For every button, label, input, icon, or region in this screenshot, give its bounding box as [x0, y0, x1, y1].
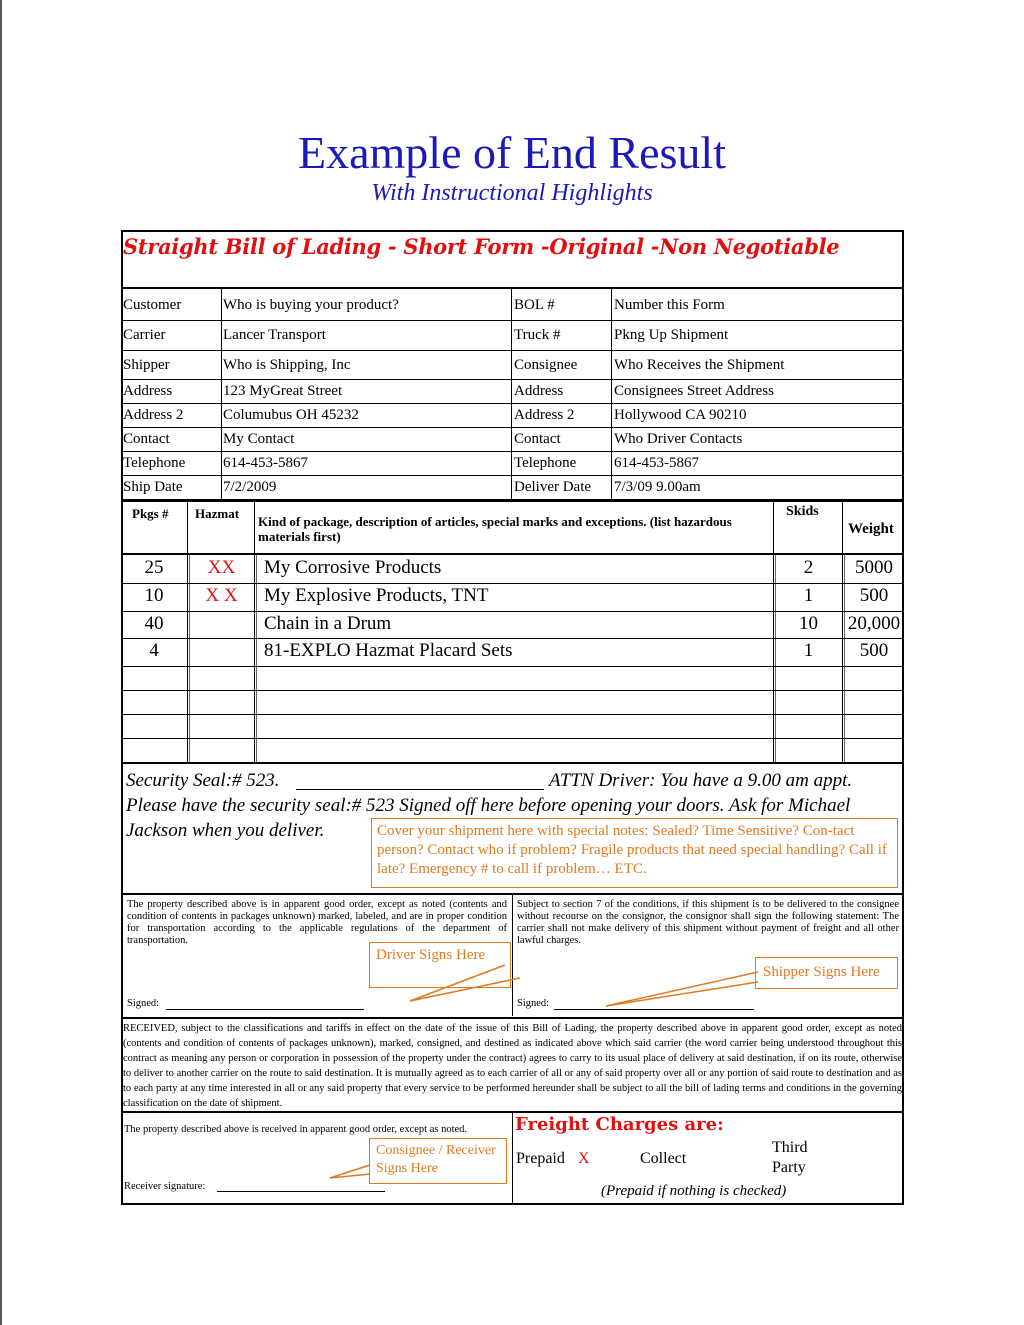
cell-pkgs: 25 — [144, 557, 164, 578]
divider — [121, 427, 904, 428]
freight-third-party-cont: Party — [772, 1159, 806, 1176]
cell-hazmat: XX — [207, 557, 236, 578]
cell-weight: 500 — [859, 640, 889, 661]
receiver-signs-callout: Consignee / Receiver Signs Here — [369, 1138, 507, 1184]
info-value[interactable]: Columubus OH 45232 — [223, 407, 359, 423]
info-label: Address — [123, 383, 173, 399]
callout-pointers — [120, 890, 904, 1020]
cell-description: 81-EXPLO Hazmat Placard Sets — [264, 640, 513, 661]
divider — [121, 350, 904, 351]
info-label: Shipper — [123, 356, 170, 373]
info-label: BOL # — [514, 297, 555, 313]
info-value[interactable]: Who Receives the Shipment — [614, 356, 785, 373]
prepaid-check-mark: X — [578, 1150, 590, 1167]
freight-collect[interactable]: Collect — [640, 1150, 687, 1167]
info-label: Telephone — [514, 455, 577, 471]
seal-line — [296, 789, 544, 790]
divider — [511, 289, 512, 499]
divider — [121, 500, 904, 502]
page-title: Example of End Result — [298, 127, 726, 178]
divider — [256, 555, 257, 762]
security-seal: Security Seal:# 523. — [126, 770, 280, 791]
info-label: Carrier — [123, 327, 166, 343]
divider — [121, 475, 904, 476]
info-value[interactable]: 614-453-5867 — [223, 455, 308, 471]
divider — [121, 714, 904, 715]
info-value[interactable]: Pkng Up Shipment — [614, 327, 729, 343]
special-instructions: Please have the security seal:# 523 Signed off here before opening your doors. Ask for Michael — [126, 795, 851, 816]
shipper-signs-callout: Shipper Signs Here — [755, 957, 898, 989]
info-value[interactable]: 123 MyGreat Street — [223, 383, 343, 399]
info-label: Consignee — [514, 356, 578, 373]
divider — [121, 738, 904, 739]
info-value[interactable]: Who is Shipping, Inc — [223, 356, 351, 373]
divider — [221, 289, 222, 499]
special-notes-callout: Cover your shipment here with special notes: Sealed? Time Sensitive? Con-tact person? Contact who if problem? Fragile products that need special handling? Call if late? Emergency # to call if problem… ETC. — [371, 818, 898, 888]
divider — [121, 451, 904, 452]
special-instructions-cont: Jackson when you deliver. — [126, 820, 325, 841]
form-header: Straight Bill of Lading - Short Form -Original -Non Negotiable — [123, 234, 840, 259]
col-header-weight: Weight — [848, 521, 894, 537]
col-header-hazmat: Hazmat — [195, 506, 240, 521]
cell-weight: 5000 — [855, 557, 893, 578]
info-value[interactable]: My Contact — [223, 431, 295, 447]
cell-pkgs: 4 — [149, 640, 159, 661]
receiver-signature-label: Receiver signature: — [124, 1181, 206, 1192]
divider — [121, 1017, 904, 1019]
divider — [121, 666, 904, 667]
received-terms: RECEIVED, subject to the classifications and tariffs in effect on the date of the issue of this Bill of Lading, the property described above in apparent good order, except as noted (contents and condition of contents of packages unknown), marked, consigned, and destined as indicated above which said carrier (the word carrier being understood throughout this contract as meaning any person or corporation in possession of the property under the contract) agrees to carry to its usual place of delivery at said destination, if on its route, otherwise to deliver to another carrier on the route to said destination. It is mutually agreed as to each carrier of all or any of said property over all or any portion of said route to destination and as to each party at any time interested in all or any said property that every service to be performed hereunder shall be subject to all the bill of lading terms and conditions in the governing classification on the date of shipment. — [123, 1023, 902, 1109]
cell-skids: 1 — [803, 585, 814, 606]
divider — [121, 638, 904, 639]
info-value[interactable]: 7/2/2009 — [223, 479, 277, 495]
divider — [121, 553, 904, 555]
freight-charges-title: Freight Charges are: — [515, 1114, 724, 1135]
driver-signs-callout: Driver Signs Here — [369, 942, 511, 988]
info-value[interactable]: Hollywood CA 90210 — [614, 407, 747, 423]
shipper-statement: Subject to section 7 of the conditions, if this shipment is to be delivered to the consignee without recourse on the consignor, the consignor shall sign the following statement: The carrier shall not make delivery of this shipment without payment of freight and all other lawful charges. — [517, 899, 899, 946]
freight-third-party[interactable]: Third — [772, 1139, 808, 1156]
info-value[interactable]: Lancer Transport — [223, 327, 326, 343]
receiver-callout-pointer — [120, 1110, 520, 1205]
info-value[interactable]: Number this Form — [614, 297, 725, 313]
info-label: Contact — [514, 431, 561, 447]
cell-description: My Corrosive Products — [264, 557, 442, 578]
receiver-statement: The property described above is received in apparent good order, except as noted. — [124, 1124, 468, 1135]
cell-hazmat: X X — [205, 585, 238, 606]
divider — [121, 320, 904, 321]
info-value[interactable]: 7/3/09 9.00am — [614, 479, 701, 495]
cell-description: Chain in a Drum — [264, 613, 392, 634]
info-label: Telephone — [123, 455, 186, 471]
divider — [254, 501, 255, 762]
info-label: Contact — [123, 431, 170, 447]
freight-footnote: (Prepaid if nothing is checked) — [601, 1183, 787, 1199]
divider — [121, 611, 904, 612]
cell-description: My Explosive Products, TNT — [264, 585, 489, 606]
info-label: Truck # — [514, 327, 561, 343]
divider — [121, 583, 904, 584]
info-label: Ship Date — [123, 479, 183, 495]
cell-skids: 2 — [803, 557, 814, 578]
divider — [121, 690, 904, 691]
divider — [121, 287, 904, 289]
info-value[interactable]: 614-453-5867 — [614, 455, 699, 471]
info-value[interactable]: Who Driver Contacts — [614, 431, 743, 447]
info-label: Deliver Date — [514, 479, 592, 495]
cell-skids: 10 — [799, 613, 818, 634]
attn-driver: ATTN Driver: You have a 9.00 am appt. — [549, 770, 853, 791]
divider — [842, 501, 843, 762]
cell-pkgs: 10 — [144, 585, 164, 606]
info-value[interactable]: Who is buying your product? — [223, 297, 399, 313]
info-label: Customer — [123, 297, 182, 313]
driver-signed-label: Signed: — [127, 998, 160, 1009]
col-header-skids: Skids — [786, 504, 819, 519]
freight-prepaid[interactable]: Prepaid — [516, 1150, 565, 1167]
shipper-signed-label: Signed: — [517, 998, 550, 1009]
info-label: Address 2 — [123, 407, 184, 423]
col-header-description: Kind of package, description of articles, special marks and exceptions. (list hazardous materials first) — [258, 514, 732, 544]
info-value[interactable]: Consignees Street Address — [614, 383, 774, 399]
driver-statement: The property described above is in apparent good order, except as noted (contents and condition of contents in packages unknown) marked, labeled, and are in proper condition for transportation according to the applicable regulations of the department of transportation. — [127, 899, 507, 946]
divider — [121, 762, 904, 764]
divider — [121, 379, 904, 380]
page-subtitle: With Instructional Highlights — [371, 180, 653, 206]
divider — [611, 289, 612, 499]
cell-weight: 500 — [859, 585, 889, 606]
cell-skids: 1 — [803, 640, 814, 661]
divider — [121, 403, 904, 404]
cell-weight: 20,000 — [847, 613, 901, 634]
col-header-pkgs: Pkgs # — [132, 506, 169, 521]
cell-pkgs: 40 — [144, 613, 164, 634]
divider — [773, 501, 774, 762]
info-label: Address 2 — [514, 407, 575, 423]
divider — [187, 501, 188, 762]
info-label: Address — [514, 383, 564, 399]
